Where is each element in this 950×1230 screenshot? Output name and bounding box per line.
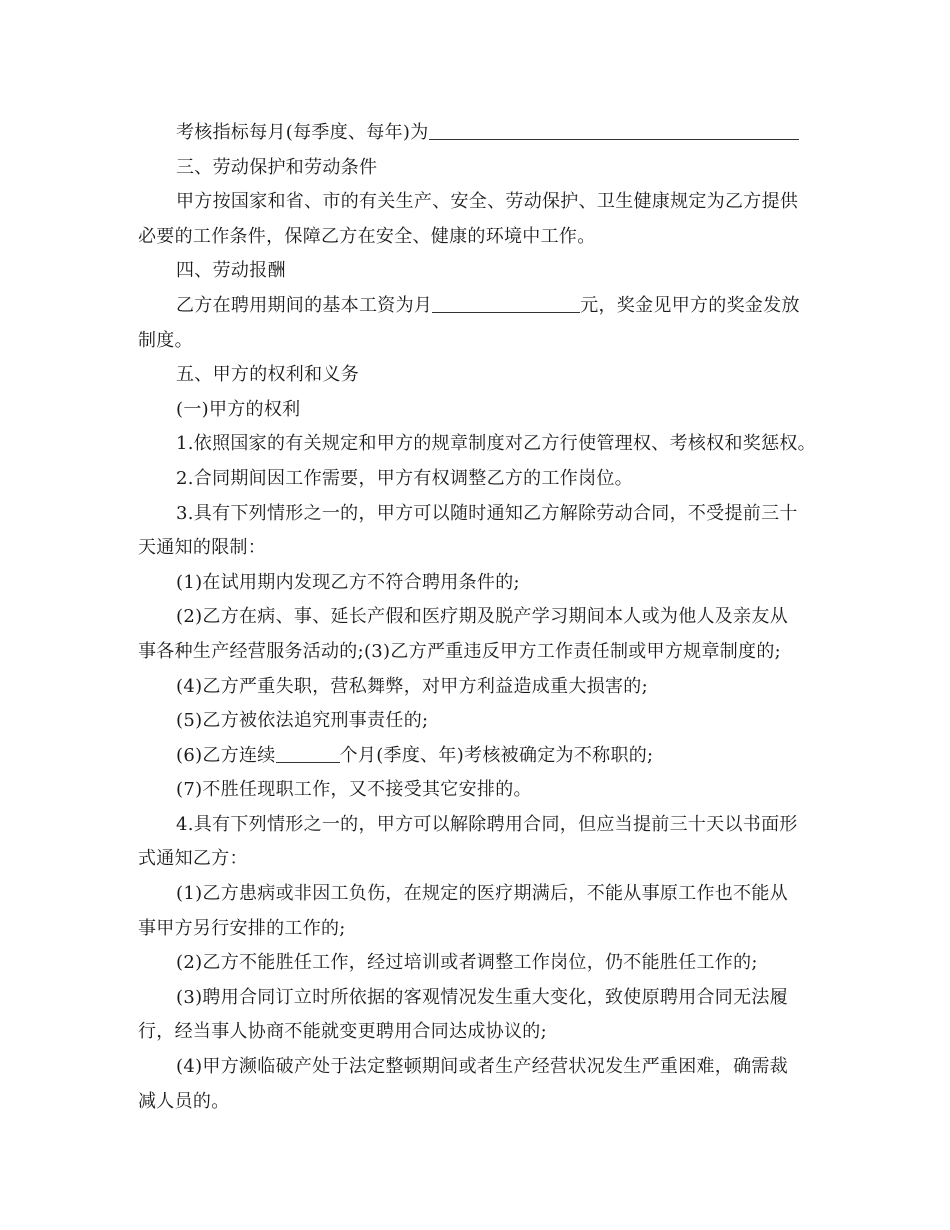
section-heading: 五、甲方的权利和义务 (176, 364, 359, 386)
paragraph-line: 式通知乙方： (138, 848, 248, 870)
list-item: (2)乙方在病、事、延长产假和医疗期及脱产学习期间本人或为他人及亲友从 (176, 606, 788, 628)
list-item: (1)在试用期内发现乙方不符合聘用条件的; (176, 571, 520, 593)
paragraph-line: 制度。 (138, 329, 193, 351)
list-item: (4)乙方严重失职，营私舞弊，对甲方利益造成重大损害的; (176, 675, 648, 697)
fill-in-blank (432, 294, 580, 313)
list-item: (5)乙方被依法追究刑事责任的; (176, 710, 429, 732)
list-item: (7)不胜任现职工作，又不接受其它安排的。 (176, 779, 532, 801)
list-item: (3)聘用合同订立时所依据的客观情况发生重大变化，致使原聘用合同无法履 (176, 986, 788, 1008)
line-text: (6)乙方连续 (176, 744, 276, 766)
line-text: 个月(季度、年)考核被确定为不称职的; (339, 744, 654, 766)
list-item: 4.具有下列情形之一的，甲方可以解除聘用合同，但应当提前三十天以书面形 (176, 813, 798, 835)
subsection-heading: (一)甲方的权利 (176, 398, 301, 420)
line-text: 元，奖金见甲方的奖金发放 (580, 294, 800, 316)
paragraph-line: 必要的工作条件，保障乙方在安全、健康的环境中工作。 (138, 225, 596, 247)
list-item: 1.依照国家的有关规定和甲方的规章制度对乙方行使管理权、考核权和奖惩权。 (176, 433, 816, 455)
section-heading: 三、劳动保护和劳动条件 (176, 156, 378, 178)
list-item: (1)乙方患病或非因工负伤，在规定的医疗期满后，不能从事原工作也不能从 (176, 883, 788, 905)
paragraph-line: 天通知的限制： (138, 537, 267, 559)
list-item: 2.合同期间因工作需要，甲方有权调整乙方的工作岗位。 (176, 467, 633, 489)
fill-in-blank (276, 744, 340, 763)
paragraph-line: 行，经当事人协商不能就变更聘用合同达成协议的; (138, 1021, 547, 1043)
paragraph-line: 事各种生产经营服务活动的;(3)乙方严重违反甲方工作责任制或甲方规章制度的; (138, 640, 782, 662)
paragraph-line: 甲方按国家和省、市的有关生产、安全、劳动保护、卫生健康规定为乙方提供 (176, 191, 799, 213)
paragraph-line: 减人员的。 (138, 1090, 230, 1112)
paragraph-line (138, 116, 818, 151)
section-heading: 四、劳动报酬 (176, 260, 286, 282)
document-body (138, 116, 818, 1119)
list-item: 3.具有下列情形之一的，甲方可以随时通知乙方解除劳动合同，不受提前三十 (176, 502, 798, 524)
line-text: 考核指标每月(每季度、每年)为 (176, 122, 429, 143)
list-item: (4)甲方濒临破产处于法定整顿期间或者生产经营状况发生严重困难，确需裁 (176, 1056, 788, 1078)
paragraph-line (138, 289, 818, 324)
line-text: 乙方在聘用期间的基本工资为月 (176, 294, 433, 316)
fill-in-blank (429, 121, 799, 140)
list-item (138, 739, 818, 774)
list-item: (2)乙方不能胜任工作，经过培训或者调整工作岗位，仍不能胜任工作的; (176, 952, 758, 974)
paragraph-line: 事甲方另行安排的工作的; (138, 917, 346, 939)
